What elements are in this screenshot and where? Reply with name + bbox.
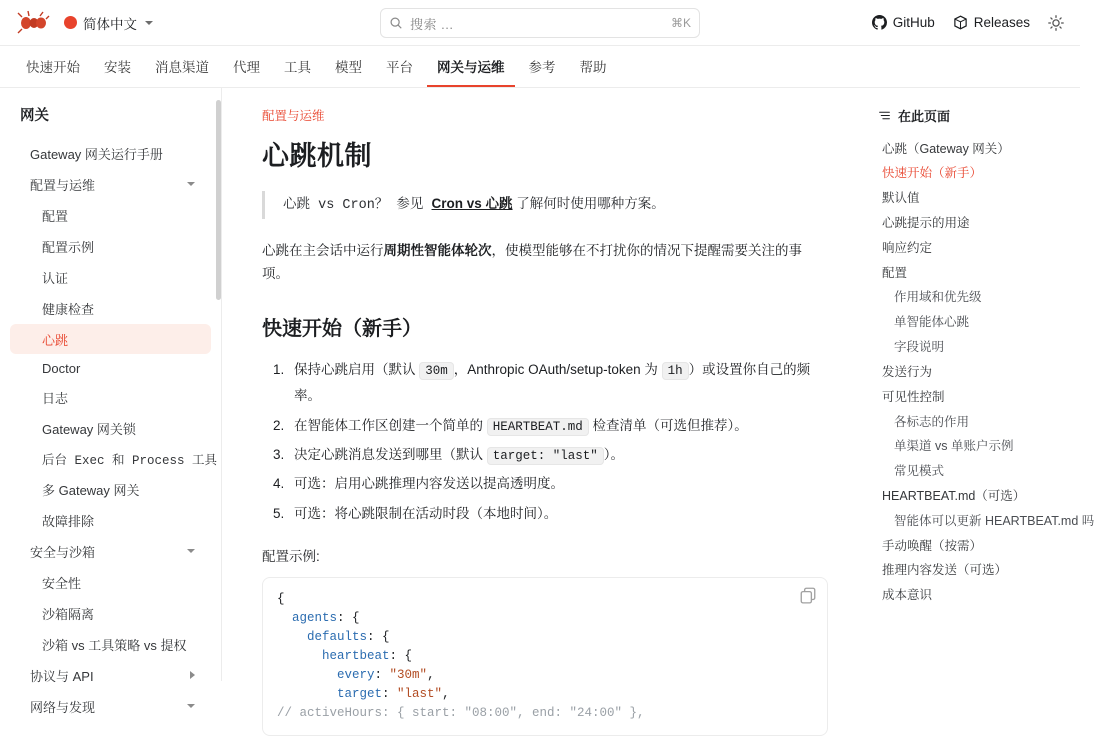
- sidebar-title: 网关: [20, 108, 49, 124]
- sidebar-item[interactable]: [10, 691, 211, 721]
- section-title: 快速开始（新手）: [262, 317, 422, 340]
- theme-toggle-sun-icon[interactable]: [1048, 15, 1064, 31]
- sidebar-item-label: 配置: [42, 208, 69, 224]
- sidebar-item[interactable]: [10, 474, 211, 504]
- step-item: [288, 501, 828, 527]
- list-icon: [878, 109, 891, 122]
- logo[interactable]: [16, 11, 50, 35]
- sidebar-item[interactable]: [10, 413, 211, 443]
- callout-note: [262, 191, 828, 219]
- tab-6[interactable]: 平台: [386, 59, 413, 75]
- language-label: 简体中文: [83, 16, 137, 32]
- sidebar-item[interactable]: [10, 505, 211, 535]
- sidebar-item-label: 故障排除: [42, 513, 95, 529]
- navbar-right: [872, 15, 1064, 31]
- sidebar-item[interactable]: [10, 138, 211, 168]
- sidebar-item-label: 沙箱隔离: [42, 606, 95, 622]
- toc-item[interactable]: 快速开始（新手）: [882, 166, 983, 181]
- sidebar-item[interactable]: [10, 293, 211, 323]
- github-icon: [872, 15, 887, 30]
- sidebar-item[interactable]: [10, 169, 211, 199]
- inline-code: HEARTBEAT.md: [487, 418, 589, 436]
- search-input[interactable]: [380, 8, 700, 38]
- tab-5[interactable]: 模型: [335, 59, 362, 75]
- sidebar-item-label: 健康检查: [42, 301, 95, 317]
- toc-item[interactable]: 手动唤醒（按需）: [882, 538, 983, 553]
- toc-item[interactable]: 响应约定: [882, 240, 933, 255]
- search-shortcut: ⌘K: [670, 16, 691, 30]
- toc-item[interactable]: 配置: [882, 265, 908, 280]
- sidebar-item[interactable]: [10, 567, 211, 597]
- sidebar-list: [0, 138, 221, 721]
- sidebar-item-label: 协议与 API: [30, 668, 94, 684]
- table-of-contents: [868, 88, 1094, 681]
- tab-1[interactable]: 安装: [104, 59, 131, 75]
- callout-link[interactable]: Cron vs 心跳: [431, 196, 513, 211]
- tab-7[interactable]: 网关与运维: [427, 46, 515, 87]
- step-text: 保持心跳启用（默认: [294, 361, 420, 377]
- step-item: [288, 357, 828, 410]
- sidebar-item[interactable]: [10, 200, 211, 230]
- releases-label: Releases: [973, 15, 1030, 30]
- sidebar-item-label: 配置与运维: [30, 177, 96, 193]
- code-line: defaults: {: [307, 629, 390, 644]
- navbar: [0, 0, 1080, 46]
- tab-3[interactable]: 代理: [233, 59, 260, 75]
- step-text: 检查清单（可选但推荐）。: [588, 417, 748, 433]
- chevron-down-icon[interactable]: [187, 704, 195, 708]
- steps-list: [262, 357, 828, 527]
- step-text: ）。: [603, 446, 625, 462]
- callout-suffix: 了解何时使用哪种方案。: [512, 196, 665, 211]
- sidebar-scrollbar[interactable]: [216, 100, 221, 300]
- page-body: [0, 88, 1094, 720]
- page-title: 心跳机制: [262, 141, 372, 171]
- sidebar-item-label: 安全性: [42, 575, 82, 591]
- sidebar-item-label: Gateway 网关锁: [42, 421, 136, 437]
- inline-code: target: "last": [487, 447, 604, 465]
- toc-item[interactable]: 单渠道 vs 单账户示例: [894, 439, 1014, 454]
- toc-item[interactable]: 单智能体心跳: [894, 315, 970, 330]
- toc-item[interactable]: 心跳（Gateway 网关）: [882, 141, 1010, 156]
- sidebar-item[interactable]: [10, 660, 211, 690]
- copy-icon[interactable]: [799, 586, 817, 604]
- inline-code: 1h: [662, 362, 689, 380]
- sidebar-item[interactable]: [10, 324, 211, 354]
- toc-item[interactable]: 可见性控制: [882, 389, 945, 404]
- code-label: 配置示例:: [262, 548, 320, 564]
- github-link[interactable]: [872, 15, 935, 30]
- chevron-down-icon[interactable]: [187, 549, 195, 553]
- toc-heading: [878, 106, 1066, 125]
- ant-logo-icon: [16, 11, 50, 35]
- step-text: 决定心跳消息发送到哪里（默认: [294, 446, 487, 462]
- toc-item[interactable]: 作用域和优先级: [894, 290, 982, 305]
- sidebar-item[interactable]: [10, 444, 218, 473]
- code-line: heartbeat: {: [322, 648, 413, 663]
- code-block: [262, 577, 828, 736]
- lead-paragraph: [262, 239, 828, 286]
- sidebar-item-label: 沙箱 vs 工具策略 vs 提权: [42, 637, 187, 653]
- toc-item[interactable]: 各标志的作用: [894, 414, 970, 429]
- sidebar-item[interactable]: [10, 355, 211, 381]
- code-line: target: "last",: [337, 686, 450, 701]
- code-lines: [277, 590, 813, 723]
- tab-8[interactable]: 参考: [528, 59, 556, 75]
- sidebar-item[interactable]: [10, 262, 211, 292]
- step-item: [288, 442, 828, 468]
- sidebar-item-label: 心跳: [42, 332, 69, 348]
- step-item: [288, 413, 828, 439]
- tab-2[interactable]: 消息渠道: [155, 59, 209, 75]
- step-text: 在智能体工作区创建一个简单的: [294, 417, 487, 433]
- sidebar-item-label: 配置示例: [42, 239, 95, 255]
- github-label: GitHub: [892, 15, 935, 30]
- primary-tabs: [0, 46, 1080, 88]
- step-text: 可选：启用心跳推理内容发送以提高透明度。: [294, 476, 564, 492]
- lead-text-bold: 周期性智能体轮次: [383, 242, 492, 258]
- sidebar-item[interactable]: [10, 629, 211, 659]
- sidebar-item[interactable]: [10, 536, 211, 566]
- tab-0[interactable]: 快速开始: [26, 59, 80, 75]
- chevron-down-icon: [145, 21, 153, 25]
- search-icon: [389, 16, 403, 30]
- chevron-down-icon[interactable]: [187, 182, 195, 186]
- sidebar-item-label: 日志: [42, 390, 69, 406]
- toc-list: [878, 137, 1094, 608]
- sidebar-item[interactable]: [10, 382, 211, 412]
- toc-heading-label: 在此页面: [898, 109, 951, 124]
- language-selector[interactable]: [64, 13, 153, 33]
- main-content: [222, 88, 868, 720]
- toc-item[interactable]: 默认值: [882, 191, 920, 206]
- sidebar-item-label: 认证: [42, 270, 69, 286]
- step-text: ）或设置你自己的频率。: [294, 361, 811, 404]
- toc-item[interactable]: 心跳提示的用途: [882, 216, 970, 231]
- sidebar-item[interactable]: [10, 231, 211, 261]
- sidebar-item-label: Doctor: [42, 360, 81, 376]
- language-flag-icon: [64, 16, 77, 29]
- sidebar-item-label: Gateway 网关运行手册: [30, 146, 163, 162]
- toc-item[interactable]: 成本意识: [882, 588, 933, 603]
- package-icon: [953, 15, 968, 30]
- chevron-right-icon[interactable]: [190, 671, 195, 679]
- lead-text-1: 心跳在主会话中运行: [262, 242, 384, 258]
- step-item: [288, 471, 828, 497]
- sidebar-item-label: 网络与发现: [30, 699, 96, 715]
- code-line: // activeHours: { start: "08:00", end: "24:00" },: [277, 705, 645, 720]
- sidebar-item-label: 安全与沙箱: [30, 544, 96, 560]
- code-line: agents: {: [292, 610, 360, 625]
- toc-item[interactable]: 推理内容发送（可选）: [882, 563, 1008, 578]
- sidebar-item-label: 多 Gateway 网关: [42, 482, 140, 498]
- callout-prefix: 心跳 vs Cron？ 参见: [283, 198, 432, 213]
- tab-4[interactable]: 工具: [284, 59, 311, 75]
- toc-item[interactable]: 发送行为: [882, 364, 933, 379]
- sidebar: [0, 88, 222, 715]
- lead-text-2: ，使模型能够在不打扰你的情况下提醒需要关注的事项。: [262, 242, 802, 282]
- releases-link[interactable]: [953, 15, 1030, 30]
- step-text: 可选：将心跳限制在活动时段（本地时间）。: [294, 505, 558, 521]
- search-placeholder: 搜索 ...: [410, 16, 454, 32]
- toc-item[interactable]: 字段说明: [894, 340, 945, 355]
- toc-item[interactable]: HEARTBEAT.md（可选）: [882, 488, 1026, 503]
- sidebar-item[interactable]: [10, 598, 211, 628]
- tab-9[interactable]: 帮助: [579, 59, 607, 75]
- code-line: {: [277, 591, 285, 606]
- step-text: ，Anthropic OAuth/setup-token 为: [453, 361, 662, 377]
- breadcrumb[interactable]: 配置与运维: [262, 109, 325, 123]
- inline-code: 30m: [419, 362, 454, 380]
- toc-item[interactable]: 智能体可以更新 HEARTBEAT.md 吗: [894, 513, 1094, 528]
- code-line: every: "30m",: [337, 667, 435, 682]
- sidebar-item-label: 后台 Exec 和 Process 工具: [42, 453, 218, 468]
- toc-item[interactable]: 常见模式: [894, 464, 945, 479]
